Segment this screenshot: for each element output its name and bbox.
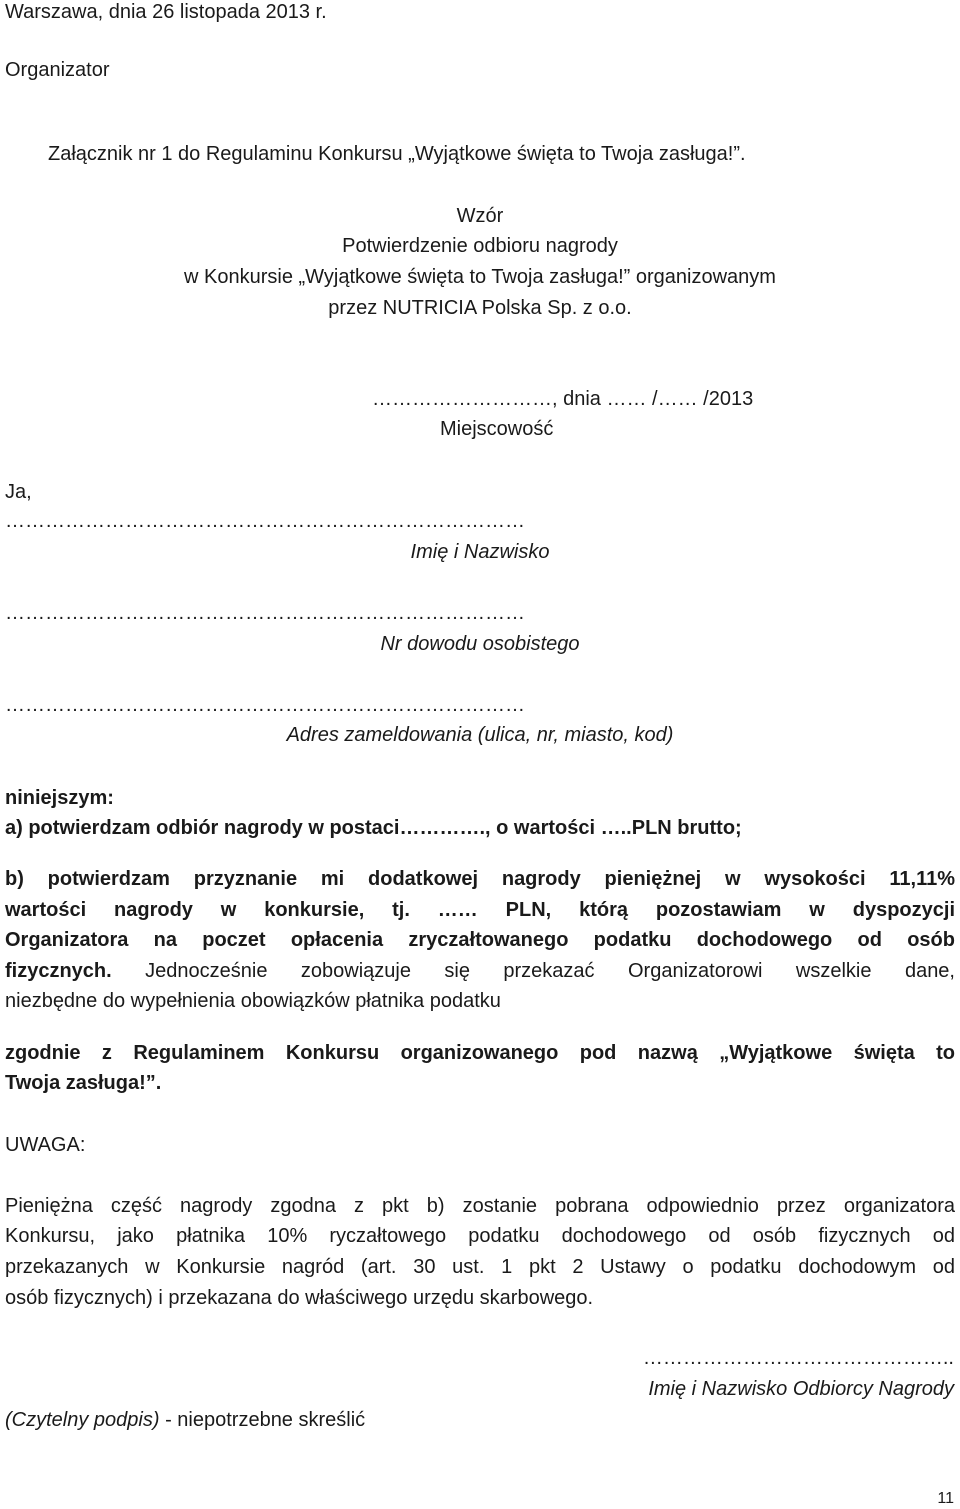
title-line-4: przez NUTRICIA Polska Sp. z o.o. <box>328 297 632 319</box>
title-line-1: Wzór <box>456 205 504 227</box>
item-b-line-5: niezbędne do wypełnienia obowiązków płatnika podatku <box>5 990 501 1012</box>
uwaga-heading: UWAGA: <box>5 1134 86 1156</box>
attachment-title: Załącznik nr 1 do Regulaminu Konkursu „Wyjątkowe święta to Twoja zasługa!”. <box>48 143 746 165</box>
item-b-line-4-rest: Jednocześnie zobowiązuje się przekazać Organizatorowi wszelkie dane, <box>111 960 955 982</box>
item-a: a) potwierdzam odbiór nagrody w postaci…………., o wartości …..PLN brutto; <box>5 817 742 839</box>
ja-label: Ja, <box>5 481 32 503</box>
legible-signature-rest: - niepotrzebne skreślić <box>159 1409 366 1431</box>
organizer-label: Organizator <box>5 59 110 81</box>
address-label: Adres zameldowania (ulica, nr, miasto, kod) <box>286 724 674 746</box>
item-b-line-4-bold: fizycznych. <box>5 960 112 982</box>
item-b-line-1: b) potwierdzam przyznanie mi dodatkowej nagrody pieniężnej w wysokości 11,11% <box>5 868 955 890</box>
note-line-3: przekazanych w Konkursie nagród (art. 30 ust. 1 pkt 2 Ustawy o podatku dochodowym od <box>5 1256 955 1278</box>
name-label: Imię i Nazwisko <box>410 541 550 563</box>
title-line-3: w Konkursie „Wyjątkowe święta to Twoja zasługa!” organizowanym <box>184 266 776 288</box>
note-line-4: osób fizycznych) i przekazana do właściwego urzędu skarbowego. <box>5 1287 594 1309</box>
niniejszym-label: niniejszym: <box>5 787 114 809</box>
note-line-1: Pieniężna część nagrody zgodna z pkt b) zostanie pobrana odpowiednio przez organizatora <box>5 1195 955 1217</box>
item-b-line-2: wartości nagrody w konkursie, tj. …… PLN, którą pozostawiam w dyspozycji <box>5 899 955 921</box>
place-date-header: Warszawa, dnia 26 listopada 2013 r. <box>5 1 327 23</box>
title-line-2: Potwierdzenie odbioru nagrody <box>342 235 618 257</box>
regulation-line-2: Twoja zasługa!”. <box>5 1072 162 1094</box>
place-date-fill-line: ………………………, dnia …… /…… /2013 <box>372 388 754 410</box>
address-fill-line: …………………………………………………………………… <box>5 694 525 716</box>
place-label: Miejscowość <box>440 418 554 440</box>
id-fill-line: …………………………………………………………………… <box>5 602 525 624</box>
signature-label: Imię i Nazwisko Odbiorcy Nagrody <box>648 1378 954 1400</box>
id-label: Nr dowodu osobistego <box>380 633 580 655</box>
page-number: 11 <box>937 1490 954 1507</box>
signature-fill-line: ……………………………………….. <box>642 1347 954 1369</box>
legible-signature-italic: (Czytelny podpis) <box>5 1409 160 1431</box>
note-line-2: Konkursu, jako płatnika 10% ryczałtowego podatku dochodowego od osób fizycznych od <box>5 1225 955 1247</box>
item-b-line-4 <box>5 959 955 983</box>
name-fill-line: …………………………………………………………………… <box>5 510 525 532</box>
legible-signature-note <box>5 1408 365 1432</box>
item-b-line-3: Organizatora na poczet opłacenia zryczałtowanego podatku dochodowego od osób <box>5 929 955 951</box>
regulation-line-1: zgodnie z Regulaminem Konkursu organizowanego pod nazwą „Wyjątkowe święta to <box>5 1042 955 1064</box>
